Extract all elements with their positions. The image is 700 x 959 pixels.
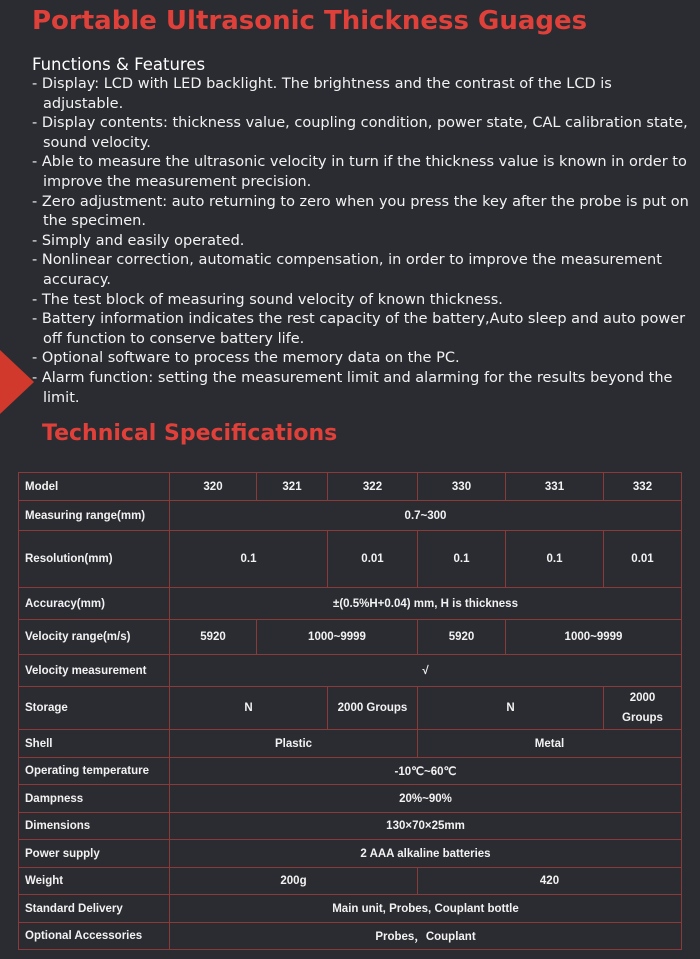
row-label: Measuring range(mm)	[19, 501, 170, 531]
feature-item: - The test block of measuring sound velocity of known thickness.	[32, 291, 503, 308]
value-cell: √	[170, 655, 682, 687]
decorative-red-triangle	[0, 350, 34, 414]
value-cell: N	[170, 687, 328, 730]
model-cell: 321	[257, 473, 328, 501]
value-cell: 2000 Groups	[604, 687, 682, 730]
model-cell: 322	[328, 473, 418, 501]
row-label: Model	[19, 473, 170, 501]
row-label: Velocity range(m/s)	[19, 620, 170, 655]
feature-item: - Zero adjustment: auto returning to zero when you press the key after the probe is put on the specimen.	[32, 193, 689, 230]
table-row-velocity-measurement	[19, 655, 682, 687]
value-cell: 0.01	[604, 531, 682, 588]
model-cell: 330	[418, 473, 506, 501]
value-cell: N	[418, 687, 604, 730]
value-cell: 200g	[170, 868, 418, 895]
table-row-model	[19, 473, 682, 501]
table-row-standard-delivery	[19, 895, 682, 923]
row-label: Standard Delivery	[19, 895, 170, 923]
row-label: Accuracy(mm)	[19, 588, 170, 620]
value-cell: Plastic	[170, 730, 418, 758]
value-cell: Metal	[418, 730, 682, 758]
table-row-power-supply	[19, 840, 682, 868]
model-cell: 332	[604, 473, 682, 501]
row-label: Shell	[19, 730, 170, 758]
value-cell: Main unit, Probes, Couplant bottle	[170, 895, 682, 923]
value-cell: 0.1	[418, 531, 506, 588]
spec-heading: Technical Specifications	[42, 421, 338, 446]
page-title: Portable Ultrasonic Thickness Guages	[32, 6, 588, 36]
table-row-dimensions	[19, 813, 682, 840]
value-cell: ±(0.5%H+0.04) mm, H is thickness	[170, 588, 682, 620]
value-cell: Probes，Couplant	[170, 923, 682, 950]
table-row-storage	[19, 687, 682, 730]
value-cell: 130×70×25mm	[170, 813, 682, 840]
feature-item: - Able to measure the ultrasonic velocity in turn if the thickness value is known in order to improve the measurement precision.	[32, 154, 687, 190]
value-cell: 20%~90%	[170, 785, 682, 813]
row-label: Optional Accessories	[19, 923, 170, 950]
spec-table	[18, 472, 682, 950]
value-cell: 0.1	[506, 531, 604, 588]
row-label: Storage	[19, 687, 170, 730]
feature-item: - Optional software to process the memory data on the PC.	[32, 350, 460, 367]
table-row-weight	[19, 868, 682, 895]
features-heading: Functions & Features	[32, 55, 206, 74]
value-cell: 5920	[418, 620, 506, 655]
row-label: Velocity measurement	[19, 655, 170, 687]
table-row-shell	[19, 730, 682, 758]
table-row-dampness	[19, 785, 682, 813]
row-label: Dampness	[19, 785, 170, 813]
row-label: Weight	[19, 868, 170, 895]
value-cell: 2 AAA alkaline batteries	[170, 840, 682, 868]
model-cell: 320	[170, 473, 257, 501]
value-cell: 1000~9999	[506, 620, 682, 655]
value-cell: 0.7~300	[170, 501, 682, 531]
value-cell: 0.1	[170, 531, 328, 588]
table-row-optional-accessories	[19, 923, 682, 950]
table-row-resolution	[19, 531, 682, 588]
feature-item: - Display contents: thickness value, coupling condition, power state, CAL calibration state, sound velocity.	[32, 115, 688, 151]
features-list	[32, 75, 692, 408]
row-label: Dimensions	[19, 813, 170, 840]
row-label: Resolution(mm)	[19, 531, 170, 588]
table-row-measuring-range	[19, 501, 682, 531]
table-row-operating-temperature	[19, 758, 682, 785]
table-row-accuracy	[19, 588, 682, 620]
model-cell: 331	[506, 473, 604, 501]
row-label: Operating temperature	[19, 758, 170, 785]
table-row-velocity-range	[19, 620, 682, 655]
feature-item: - Display: LCD with LED backlight. The brightness and the contrast of the LCD is adjustable.	[32, 76, 612, 112]
feature-item: - Nonlinear correction, automatic compensation, in order to improve the measurement accuracy.	[32, 252, 662, 288]
feature-item: - Simply and easily operated.	[32, 232, 245, 249]
value-cell: 2000 Groups	[328, 687, 418, 730]
value-cell: -10℃~60℃	[170, 758, 682, 785]
value-cell: 0.01	[328, 531, 418, 588]
value-cell: 420	[418, 868, 682, 895]
feature-item: - Battery information indicates the rest capacity of the battery,Auto sleep and auto power off function to conserve battery life.	[32, 311, 686, 347]
value-cell: 1000~9999	[257, 620, 418, 655]
row-label: Power supply	[19, 840, 170, 868]
value-cell: 5920	[170, 620, 257, 655]
feature-item: - Alarm function: setting the measurement limit and alarming for the results beyond the limit.	[32, 369, 673, 406]
